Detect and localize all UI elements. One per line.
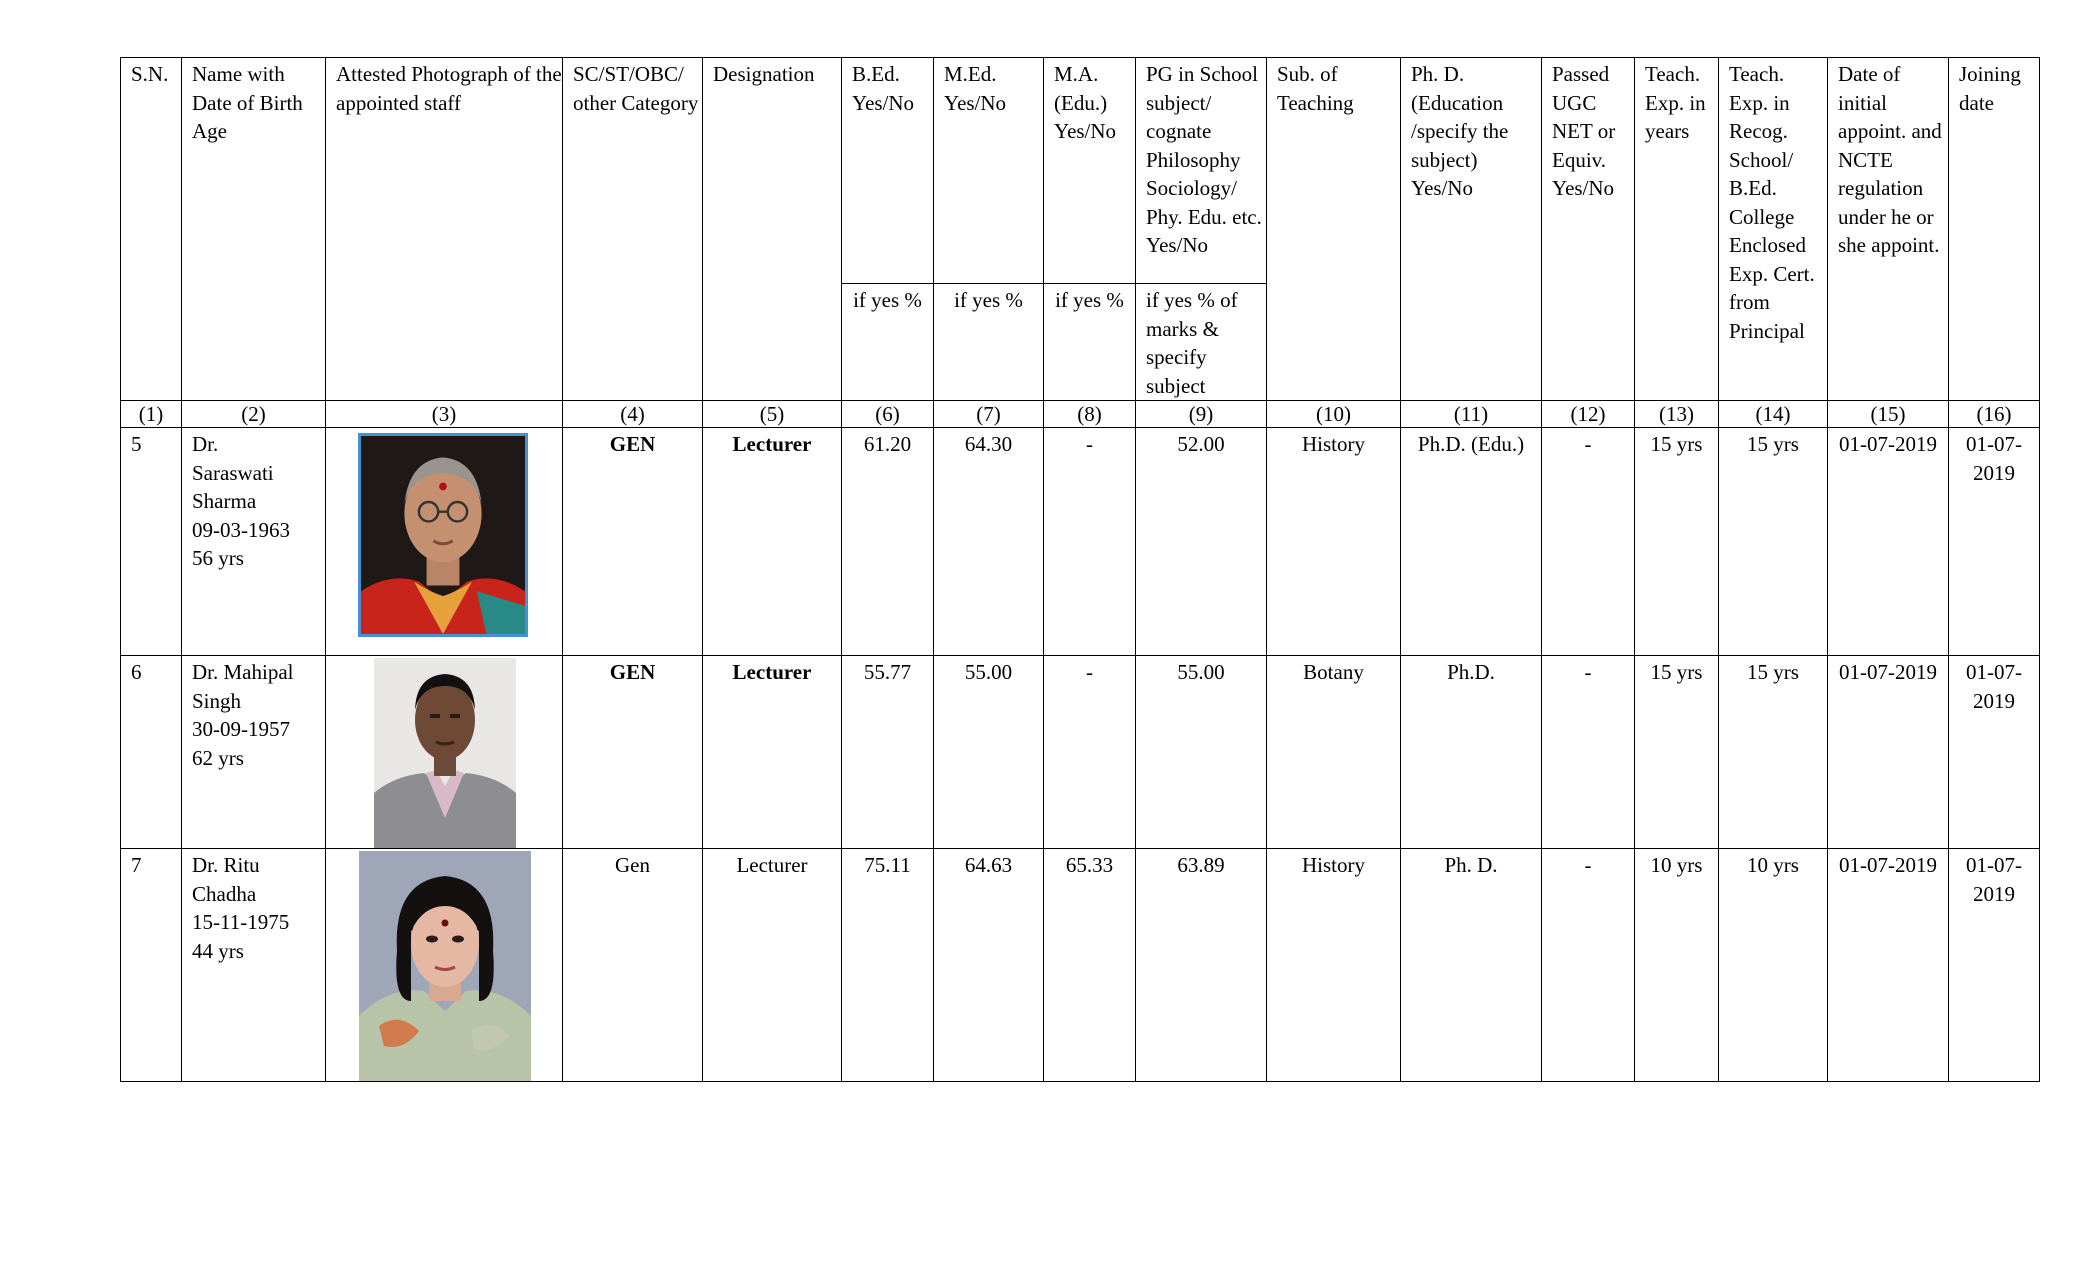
cell-initial-appointment: 01-07-2019 — [1828, 428, 1949, 656]
age: 44 yrs — [192, 938, 244, 963]
header-pg: PG in School subject/ cognate Philosophy Sociology/ Phy. Edu. etc. Yes/No — [1136, 58, 1267, 284]
column-number: (16) — [1949, 401, 2040, 428]
cell-experience-recognised: 15 yrs — [1719, 656, 1828, 849]
header-initial-appointment: Date of initial appoint. and NCTE regulation under he or she appoint. — [1828, 58, 1949, 401]
subheader-pg: if yes % of marks & specify subject — [1136, 284, 1267, 401]
name-line: Singh — [192, 688, 242, 713]
cell-pg: 55.00 — [1136, 656, 1267, 849]
cell-bed: 55.77 — [842, 656, 934, 849]
portrait-woman-red-saree-icon — [358, 433, 528, 637]
column-number: (11) — [1401, 401, 1542, 428]
table-row — [121, 428, 2040, 656]
subheader-med: if yes % — [934, 284, 1044, 401]
column-number: (12) — [1542, 401, 1635, 428]
cell-photo — [326, 849, 563, 1082]
cell-experience-recognised: 10 yrs — [1719, 849, 1828, 1082]
header-bed: B.Ed. Yes/No — [842, 58, 934, 284]
column-number: (13) — [1635, 401, 1719, 428]
column-number: (6) — [842, 401, 934, 428]
column-number: (15) — [1828, 401, 1949, 428]
header-ma: M.A. (Edu.) Yes/No — [1044, 58, 1136, 284]
cell-med: 55.00 — [934, 656, 1044, 849]
date-of-birth: 09-03-1963 — [192, 517, 290, 542]
date-of-birth: 30-09-1957 — [192, 717, 290, 741]
name-line: Saraswati — [192, 460, 274, 485]
column-number: (8) — [1044, 401, 1136, 428]
header-med: M.Ed. Yes/No — [934, 58, 1044, 284]
cell-pg: 52.00 — [1136, 428, 1267, 656]
column-number: (4) — [563, 401, 703, 428]
header-category: SC/ST/OBC/ other Category — [563, 58, 703, 401]
name-line: Chadha — [192, 881, 257, 906]
cell-net: - — [1542, 656, 1635, 849]
cell-sn: 7 — [121, 849, 182, 1082]
cell-designation: Lecturer — [703, 849, 842, 1082]
header-photo: Attested Photograph of the appointed staff — [326, 58, 563, 401]
cell-sn: 5 — [121, 428, 182, 656]
cell-joining-date: 01-07- 2019 — [1949, 428, 2040, 656]
cell-initial-appointment: 01-07-2019 — [1828, 849, 1949, 1082]
portrait-man-grey-vest-icon — [374, 658, 516, 848]
table-row — [121, 656, 2040, 849]
staff-table — [120, 57, 2040, 1082]
cell-category: GEN — [563, 656, 703, 849]
subheader-ma: if yes % — [1044, 284, 1136, 401]
cell-med: 64.63 — [934, 849, 1044, 1082]
name-line: Sharma — [192, 489, 257, 513]
cell-sn: 6 — [121, 656, 182, 849]
name-line: Dr. Ritu — [192, 853, 260, 877]
cell-phd: Ph. D. — [1401, 849, 1542, 1082]
cell-experience: 10 yrs — [1635, 849, 1719, 1082]
cell-net: - — [1542, 849, 1635, 1082]
cell-experience-recognised: 15 yrs — [1719, 428, 1828, 656]
header-subject: Sub. of Teaching — [1267, 58, 1401, 401]
cell-name — [182, 656, 326, 849]
header-row — [121, 58, 2040, 284]
cell-pg: 63.89 — [1136, 849, 1267, 1082]
name-line: Dr. — [192, 432, 219, 456]
header-sn: S.N. — [121, 58, 182, 401]
column-number: (5) — [703, 401, 842, 428]
cell-name — [182, 428, 326, 656]
column-number: (9) — [1136, 401, 1267, 428]
cell-name — [182, 849, 326, 1082]
cell-photo — [326, 656, 563, 849]
header-net: Passed UGC NET or Equiv. Yes/No — [1542, 58, 1635, 401]
age: 62 yrs — [192, 745, 244, 770]
date-of-birth: 15-11-1975 — [192, 910, 290, 934]
cell-category: GEN — [563, 428, 703, 656]
cell-designation: Lecturer — [703, 428, 842, 656]
header-experience: Teach. Exp. in years — [1635, 58, 1719, 401]
cell-experience: 15 yrs — [1635, 428, 1719, 656]
cell-phd: Ph.D. — [1401, 656, 1542, 849]
cell-bed: 75.11 — [842, 849, 934, 1082]
subheader-bed: if yes % — [842, 284, 934, 401]
header-phd: Ph. D. (Education /specify the subject) Yes/No — [1401, 58, 1542, 401]
cell-ma: 65.33 — [1044, 849, 1136, 1082]
header-joining-date: Joining date — [1949, 58, 2040, 401]
column-number: (10) — [1267, 401, 1401, 428]
column-number: (2) — [182, 401, 326, 428]
age: 56 yrs — [192, 546, 244, 570]
cell-ma: - — [1044, 656, 1136, 849]
cell-joining-date: 01-07- 2019 — [1949, 656, 2040, 849]
cell-subject: Botany — [1267, 656, 1401, 849]
name-line: Dr. Mahipal — [192, 660, 294, 684]
cell-bed: 61.20 — [842, 428, 934, 656]
cell-net: - — [1542, 428, 1635, 656]
cell-med: 64.30 — [934, 428, 1044, 656]
cell-initial-appointment: 01-07-2019 — [1828, 656, 1949, 849]
cell-phd: Ph.D. (Edu.) — [1401, 428, 1542, 656]
header-name: Name with Date of Birth Age — [182, 58, 326, 401]
cell-category: Gen — [563, 849, 703, 1082]
header-experience-recognised: Teach. Exp. in Recog. School/ B.Ed. College Enclosed Exp. Cert. from Principal — [1719, 58, 1828, 401]
column-number: (1) — [121, 401, 182, 428]
header-designation: Designation — [703, 58, 842, 401]
column-number: (7) — [934, 401, 1044, 428]
cell-ma: - — [1044, 428, 1136, 656]
cell-subject: History — [1267, 849, 1401, 1082]
column-number: (14) — [1719, 401, 1828, 428]
cell-photo — [326, 428, 563, 656]
cell-designation: Lecturer — [703, 656, 842, 849]
column-number-row — [121, 401, 2040, 428]
column-number: (3) — [326, 401, 563, 428]
cell-subject: History — [1267, 428, 1401, 656]
cell-experience: 15 yrs — [1635, 656, 1719, 849]
portrait-woman-green-scarf-icon — [359, 851, 531, 1081]
cell-joining-date: 01-07- 2019 — [1949, 849, 2040, 1082]
table-row — [121, 849, 2040, 1082]
